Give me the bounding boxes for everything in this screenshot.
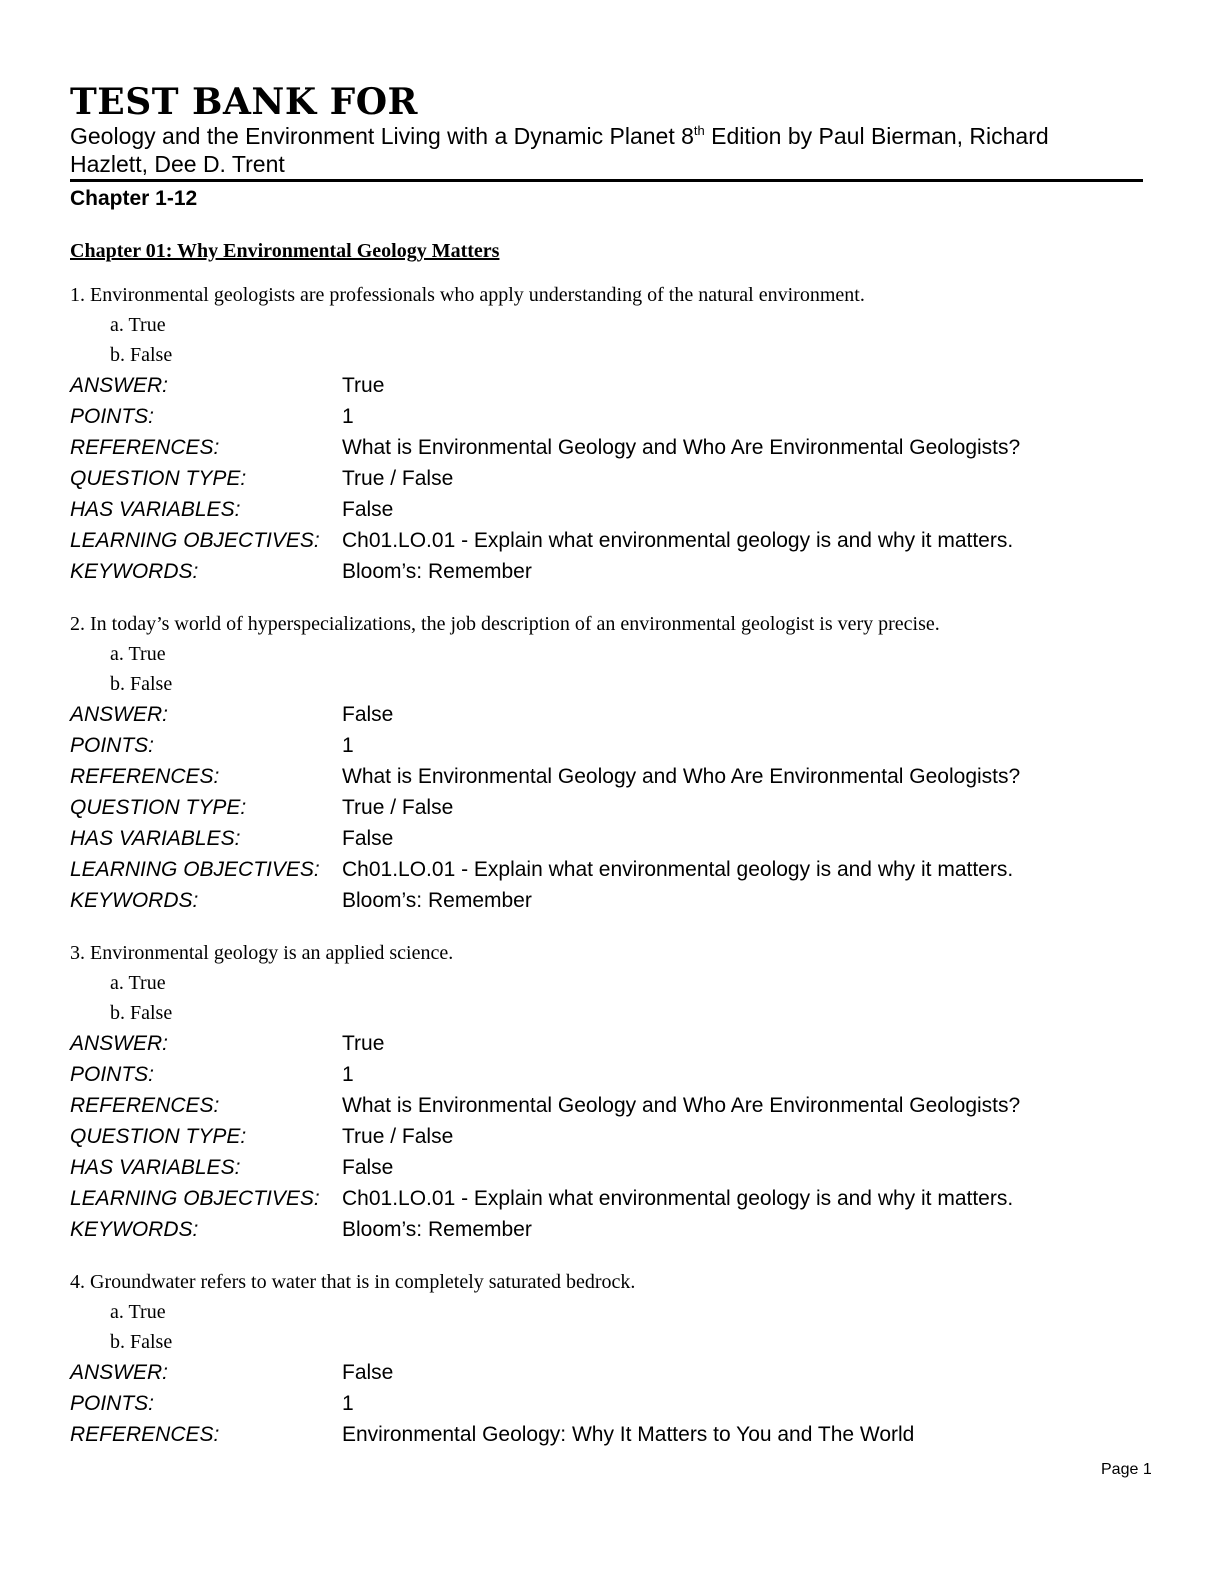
references-value: What is Environmental Geology and Who Are Environmental Geologists? — [342, 1094, 1021, 1117]
references-row — [70, 761, 1150, 792]
answer-value: True — [342, 1032, 385, 1055]
keywords-value: Bloom’s: Remember — [342, 889, 532, 912]
answer-value: True — [342, 374, 385, 397]
learning-objectives-row — [70, 525, 1150, 556]
header-divider — [70, 179, 1143, 182]
keywords-label: KEYWORDS: — [70, 889, 199, 912]
has-variables-label: HAS VARIABLES: — [70, 827, 241, 850]
keywords-row — [70, 1214, 1150, 1245]
answer-option: a. True — [110, 972, 166, 994]
points-value: 1 — [342, 734, 354, 757]
question-type-row — [70, 463, 1150, 494]
question-text: 4. Groundwater refers to water that is in completely saturated bedrock. — [70, 1271, 636, 1293]
question-type-row — [70, 1121, 1150, 1152]
has-variables-row — [70, 494, 1150, 525]
answer-option: a. True — [110, 643, 166, 665]
points-row — [70, 401, 1150, 432]
references-value: What is Environmental Geology and Who Are Environmental Geologists? — [342, 765, 1021, 788]
answer-value: False — [342, 1361, 394, 1384]
learning-objectives-value: Ch01.LO.01 - Explain what environmental geology is and why it matters. — [342, 1187, 1014, 1210]
has-variables-value: False — [342, 498, 394, 521]
learning-objectives-row — [70, 854, 1150, 885]
answer-row — [70, 370, 1150, 401]
answer-row — [70, 699, 1150, 730]
keywords-row — [70, 556, 1150, 587]
references-row — [70, 1090, 1150, 1121]
answer-row — [70, 1028, 1150, 1059]
has-variables-label: HAS VARIABLES: — [70, 1156, 241, 1179]
answer-option: b. False — [110, 1331, 173, 1353]
references-label: REFERENCES: — [70, 765, 220, 788]
points-label: POINTS: — [70, 1392, 155, 1415]
answer-option: b. False — [110, 1002, 173, 1024]
section-heading: Chapter 01: Why Environmental Geology Matters — [70, 240, 500, 262]
answer-label: ANSWER: — [70, 374, 169, 397]
page-number: Page 1 — [1101, 1461, 1152, 1478]
points-row — [70, 1059, 1150, 1090]
keywords-value: Bloom’s: Remember — [342, 1218, 532, 1241]
points-row — [70, 1388, 1150, 1419]
question-text: 2. In today’s world of hyperspecializations, the job description of an environmental geologist is very precise. — [70, 613, 940, 635]
question-text: 3. Environmental geology is an applied science. — [70, 942, 454, 964]
question-text: 1. Environmental geologists are professionals who apply understanding of the natural environment. — [70, 284, 865, 306]
learning-objectives-label: LEARNING OBJECTIVES: — [70, 529, 320, 552]
learning-objectives-label: LEARNING OBJECTIVES: — [70, 858, 320, 881]
has-variables-value: False — [342, 1156, 394, 1179]
answer-option: a. True — [110, 314, 166, 336]
has-variables-row — [70, 1152, 1150, 1183]
book-title-part-1: Geology and the Environment Living with a Dynamic Planet 8 — [70, 123, 694, 149]
question-block — [70, 280, 1150, 587]
answer-row — [70, 1357, 1150, 1388]
question-type-value: True / False — [342, 467, 454, 490]
keywords-row — [70, 885, 1150, 916]
book-title — [70, 122, 1130, 178]
points-row — [70, 730, 1150, 761]
references-label: REFERENCES: — [70, 436, 220, 459]
points-label: POINTS: — [70, 734, 155, 757]
references-value: What is Environmental Geology and Who Are Environmental Geologists? — [342, 436, 1021, 459]
question-type-label: QUESTION TYPE: — [70, 467, 247, 490]
answer-option: b. False — [110, 673, 173, 695]
answer-option: a. True — [110, 1301, 166, 1323]
has-variables-value: False — [342, 827, 394, 850]
references-value: Environmental Geology: Why It Matters to You and The World — [342, 1423, 915, 1446]
has-variables-row — [70, 823, 1150, 854]
keywords-label: KEYWORDS: — [70, 560, 199, 583]
references-row — [70, 1419, 1150, 1450]
points-value: 1 — [342, 1392, 354, 1415]
edition-ordinal-suffix: th — [693, 123, 705, 138]
points-value: 1 — [342, 1063, 354, 1086]
references-label: REFERENCES: — [70, 1423, 220, 1446]
keywords-value: Bloom’s: Remember — [342, 560, 532, 583]
learning-objectives-row — [70, 1183, 1150, 1214]
references-row — [70, 432, 1150, 463]
keywords-label: KEYWORDS: — [70, 1218, 199, 1241]
points-value: 1 — [342, 405, 354, 428]
answer-label: ANSWER: — [70, 1361, 169, 1384]
learning-objectives-value: Ch01.LO.01 - Explain what environmental geology is and why it matters. — [342, 529, 1014, 552]
answer-option: b. False — [110, 344, 173, 366]
answer-label: ANSWER: — [70, 1032, 169, 1055]
references-label: REFERENCES: — [70, 1094, 220, 1117]
points-label: POINTS: — [70, 1063, 155, 1086]
question-block — [70, 1267, 1150, 1450]
answer-label: ANSWER: — [70, 703, 169, 726]
answer-value: False — [342, 703, 394, 726]
question-block — [70, 609, 1150, 916]
question-block — [70, 938, 1150, 1245]
has-variables-label: HAS VARIABLES: — [70, 498, 241, 521]
question-type-label: QUESTION TYPE: — [70, 1125, 247, 1148]
points-label: POINTS: — [70, 405, 155, 428]
document-banner: TEST BANK FOR — [70, 81, 418, 123]
learning-objectives-value: Ch01.LO.01 - Explain what environmental geology is and why it matters. — [342, 858, 1014, 881]
question-type-label: QUESTION TYPE: — [70, 796, 247, 819]
chapter-range: Chapter 1-12 — [70, 187, 198, 210]
learning-objectives-label: LEARNING OBJECTIVES: — [70, 1187, 320, 1210]
book-title-part-2: Edition by Paul Bierman, Richard Hazlett, Dee D. Trent — [70, 123, 1049, 177]
question-type-row — [70, 792, 1150, 823]
question-type-value: True / False — [342, 1125, 454, 1148]
question-type-value: True / False — [342, 796, 454, 819]
